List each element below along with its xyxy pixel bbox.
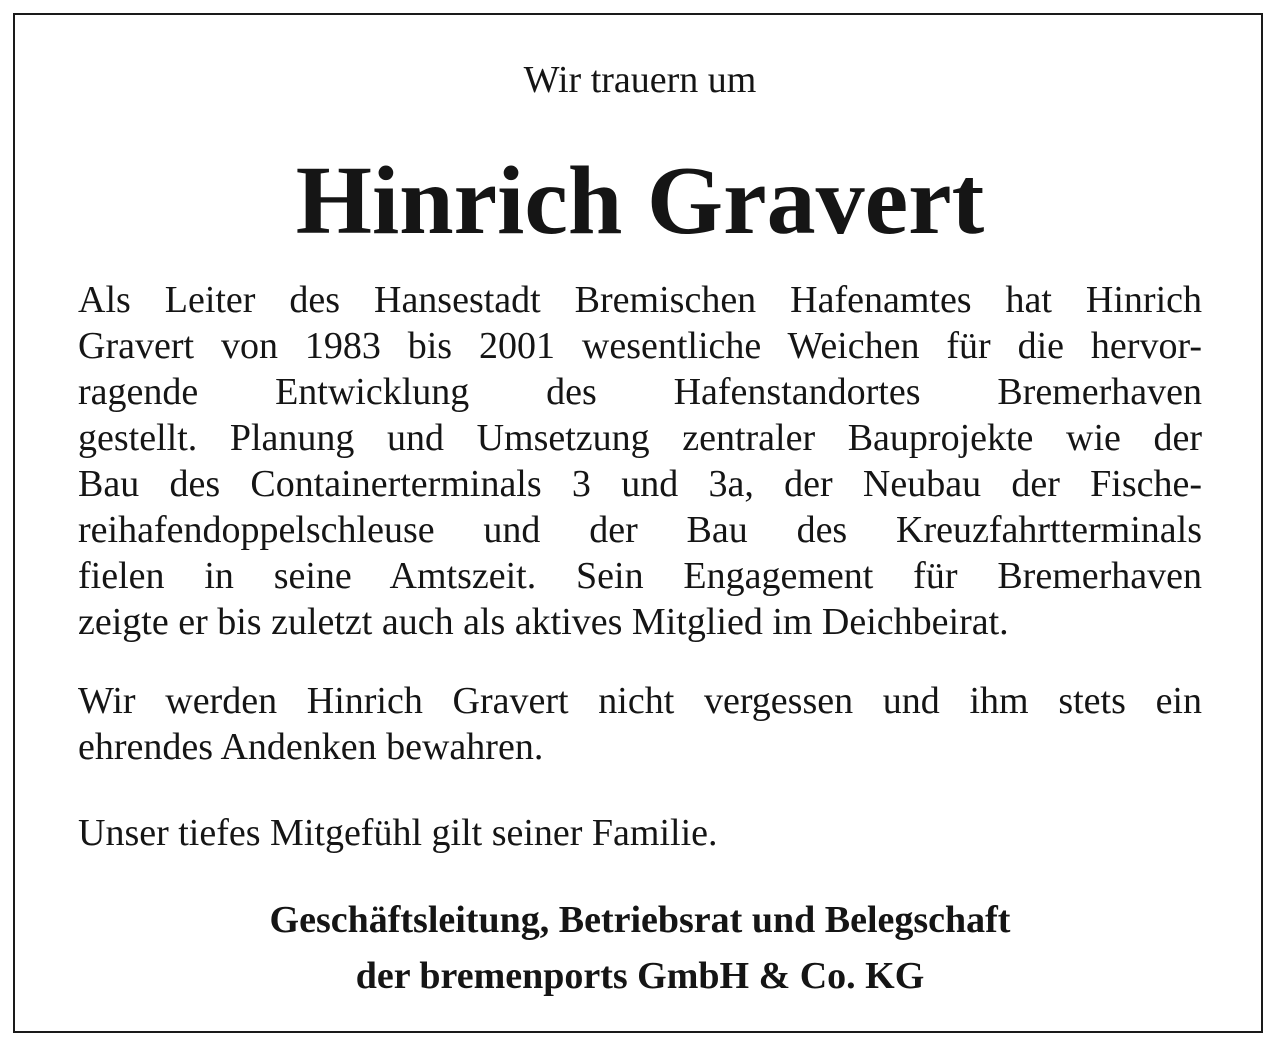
- tribute-line: Als Leiter des Hansestadt Bremischen Hafenamtes hat Hinrich: [78, 279, 1202, 321]
- tribute-line: reihafendoppelschleuse und der Bau des Kreuzfahrtterminals: [78, 509, 1202, 551]
- signature-block: [0, 892, 1280, 1004]
- remembrance-line: ehrendes Andenken bewahren.: [78, 726, 544, 768]
- signature-line: Geschäftsleitung, Betriebsrat und Belegschaft: [269, 899, 1011, 941]
- remembrance-paragraph: [78, 678, 1202, 770]
- remembrance-line: Wir werden Hinrich Gravert nicht vergessen und ihm stets ein: [78, 680, 1202, 722]
- tribute-line: Bau des Containerterminals 3 und 3a, der Neubau der Fische-: [78, 463, 1202, 505]
- signature-company: der bremenports GmbH & Co. KG: [355, 955, 925, 997]
- tribute-line: Gravert von 1983 bis 2001 wesentliche Weichen für die hervor-: [78, 325, 1202, 367]
- tribute-paragraph: [78, 277, 1202, 645]
- condolence-line: Unser tiefes Mitgefühl gilt seiner Familie.: [78, 812, 718, 854]
- tribute-line: gestellt. Planung und Umsetzung zentraler Bauprojekte wie der: [78, 417, 1202, 459]
- deceased-name: Hinrich Gravert: [295, 147, 985, 255]
- condolence-paragraph: [78, 810, 1202, 856]
- tribute-line: fielen in seine Amtszeit. Sein Engagement für Bremerhaven: [78, 555, 1202, 597]
- tribute-line: zeigte er bis zuletzt auch als aktives Mitglied im Deichbeirat.: [78, 601, 1009, 643]
- intro-line: Wir trauern um: [523, 59, 757, 101]
- tribute-line: ragende Entwicklung des Hafenstandortes Bremerhaven: [78, 371, 1202, 413]
